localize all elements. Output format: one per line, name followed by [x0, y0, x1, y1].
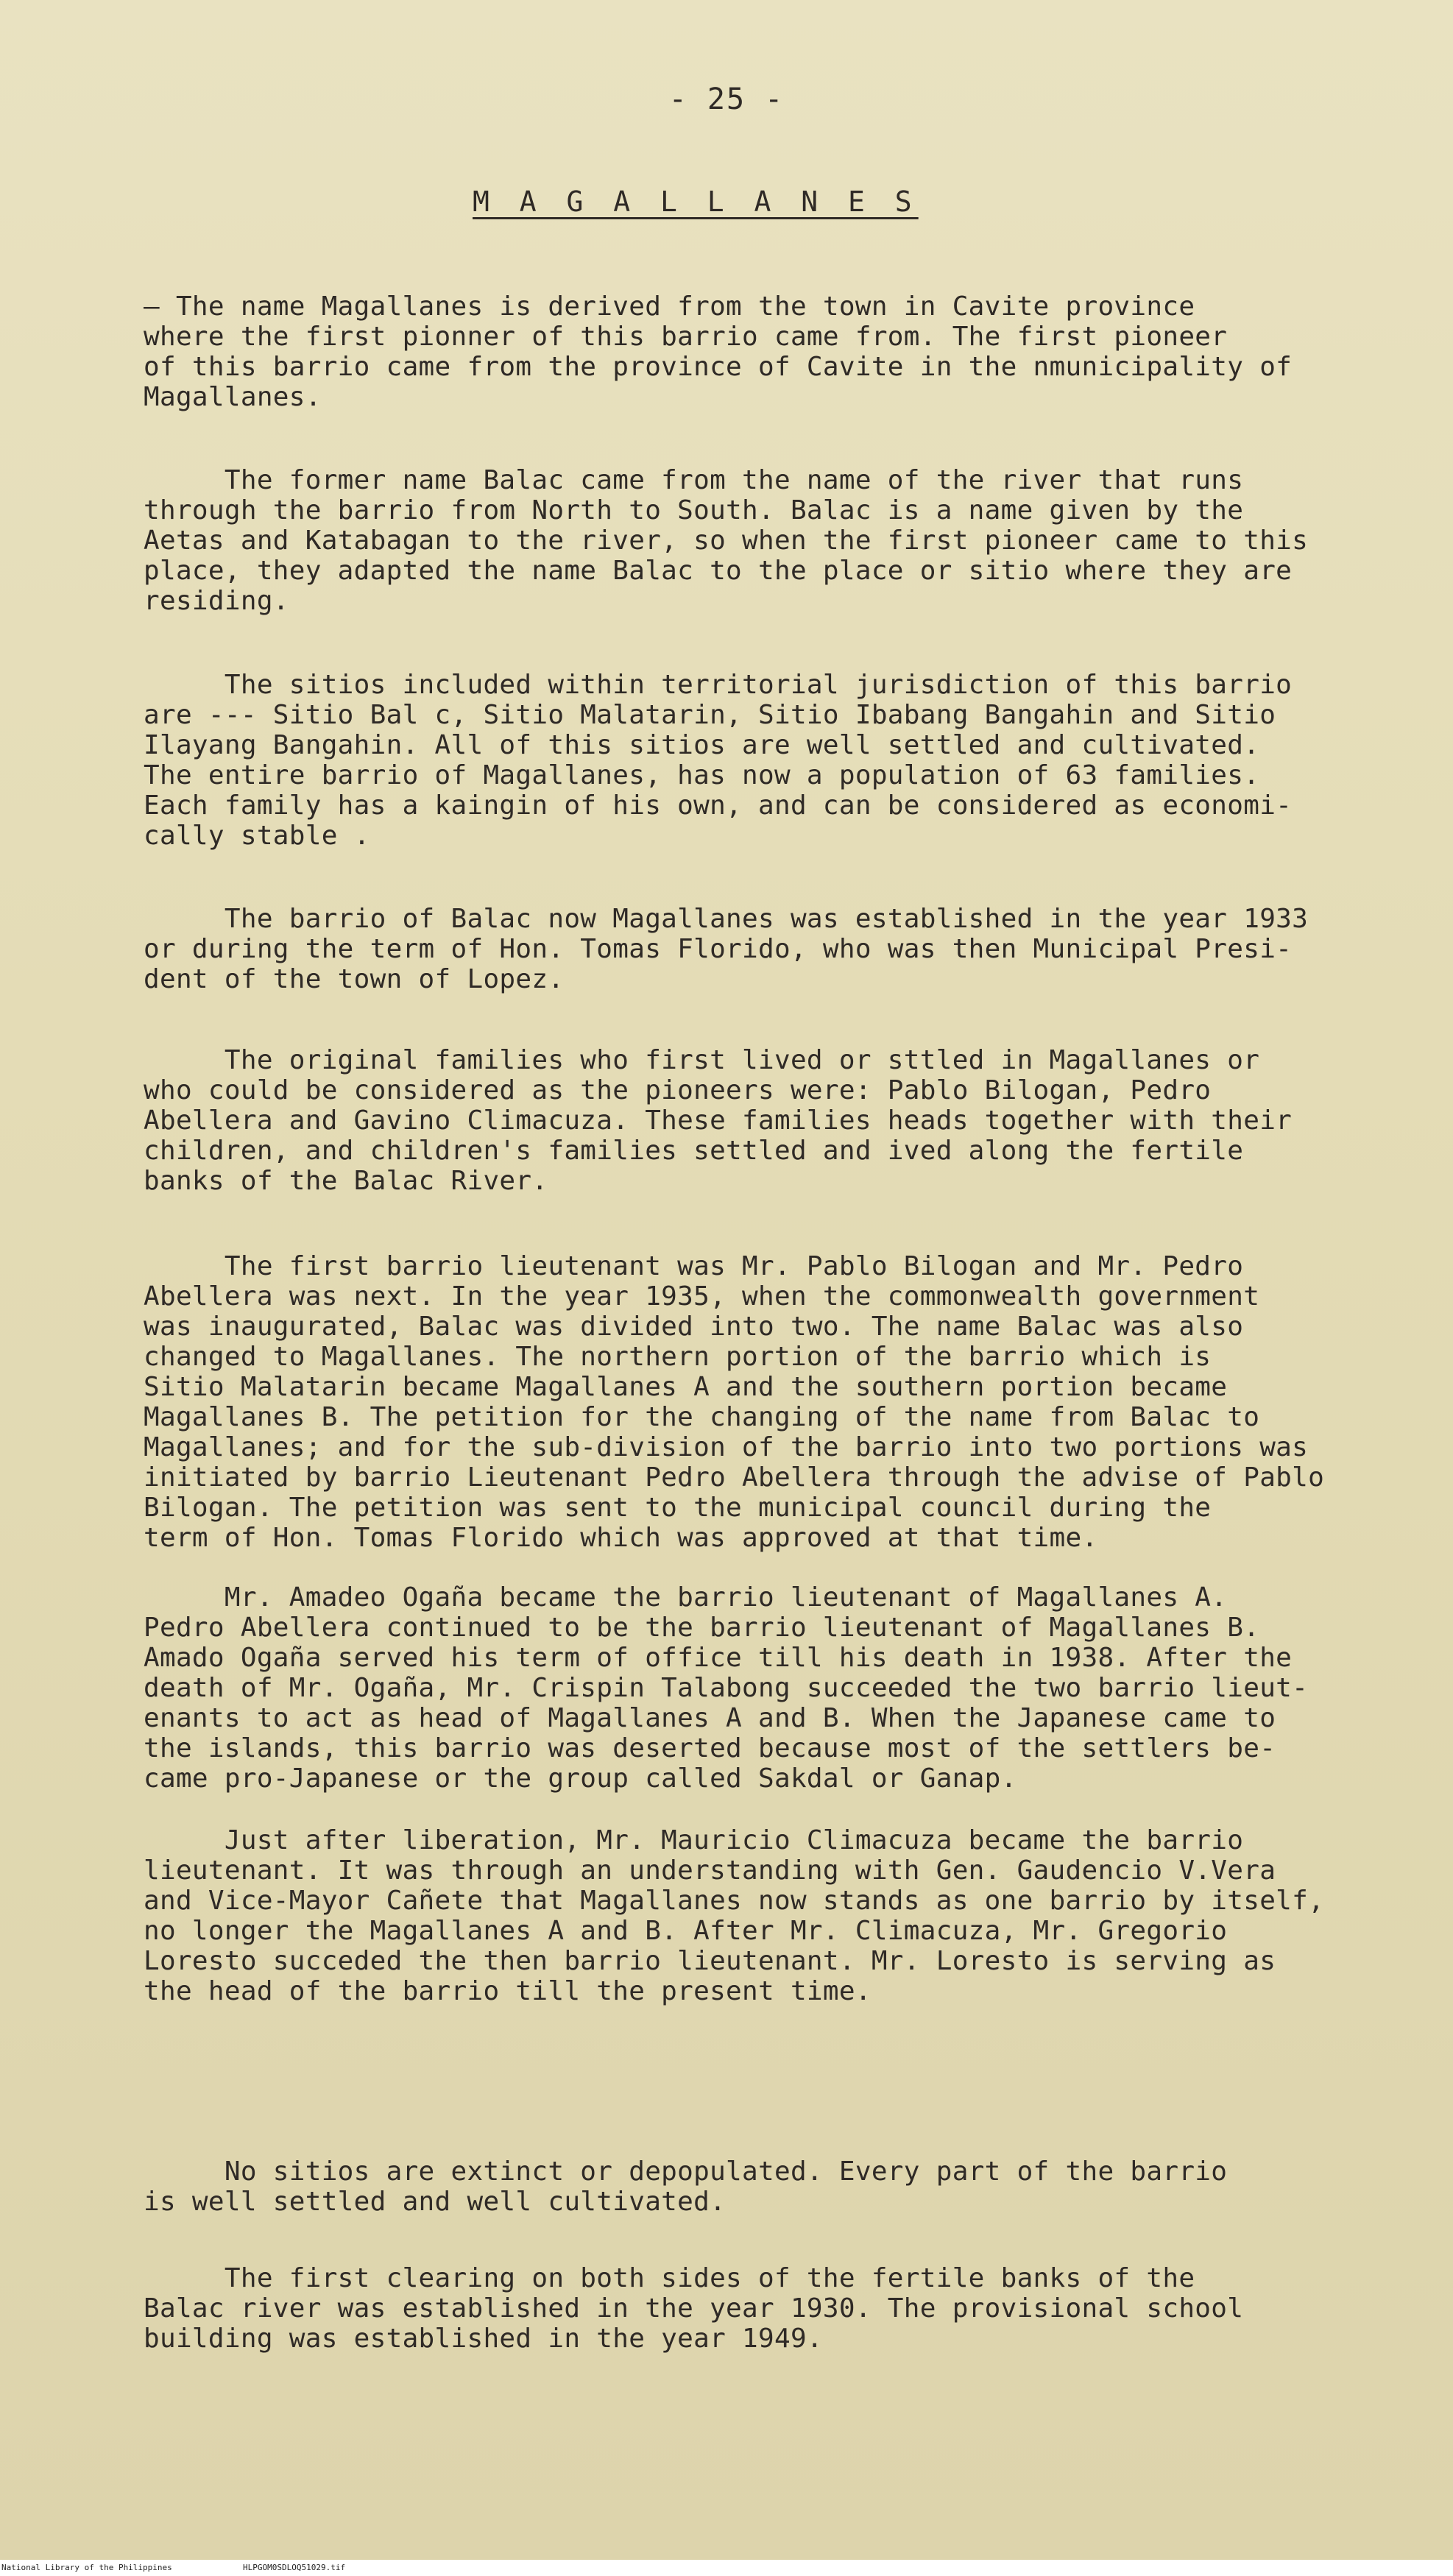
- page-number: - 25 -: [668, 82, 785, 116]
- footer-source: National Library of the Philippines: [1, 2563, 172, 2572]
- paragraph-4: The barrio of Balac now Magallanes was established in the year 1933 or during the term of Hon. Tomas Florido, who was then Municipal Presi- dent of the town of Lopez.: [144, 904, 1309, 994]
- paragraph-3: The sitios included within territorial jurisdiction of this barrio are --- Sitio Bal c, Sitio Malatarin, Sitio Ibabang Bangahin and Sitio Ilayang Bangahin. All of this sitios are well settled and cultivated. The entire barrio of Magallanes, has now a population of 63 families. Each family has a kaingin of his own, and can be considered as economi- cally stable .: [144, 670, 1293, 851]
- paragraph-10: The first clearing on both sides of the fertile banks of the Balac river was established in the year 1930. The provisional school building was established in the year 1949.: [144, 2263, 1244, 2354]
- scan-footer: [0, 2560, 1453, 2576]
- paragraph-5: The original families who first lived or sttled in Magallanes or who could be considered as the pioneers were: Pablo Bilogan, Pedro Abellera and Gavino Climacuza. These families heads together with their children, and children's families settled and ived along the fertile banks of the Balac River.: [144, 1045, 1293, 1196]
- paragraph-6: The first barrio lieutenant was Mr. Pablo Bilogan and Mr. Pedro Abellera was next. In the year 1935, when the commonwealth government was inaugurated, Balac was divided into two. The name Balac was also changed to Magallanes. The northern portion of the barrio which is Sitio Malatarin became Magallanes A and the southern portion became Magallanes B. The petition for the changing of the name from Balac to Magallanes; and for the sub-division of the barrio into two portions was initiated by barrio Lieutenant Pedro Abellera through the advise of Pablo Bilogan. The petition was sent to the municipal council during the term of Hon. Tomas Florido which was approved at that time.: [144, 1251, 1325, 1553]
- paragraph-7: Mr. Amadeo Ogaña became the barrio lieutenant of Magallanes A. Pedro Abellera continued to be the barrio lieutenant of Magallanes B. Amado Ogaña served his term of office till his death in 1938. After the death of Mr. Ogaña, Mr. Crispin Talabong succeeded the two barrio lieut- enants to act as head of Magallanes A and B. When the Japanese came to the islands, this barrio was deserted because most of the settlers be- came pro-Japanese or the group called Sakdal or Ganap.: [144, 1582, 1309, 1794]
- footer-filename: HLPGOM0SDLOQ51029.tif: [243, 2563, 346, 2572]
- document-title: M A G A L L A N E S: [473, 185, 919, 218]
- paragraph-1: — The name Magallanes is derived from the town in Cavite province where the first pionner of this barrio came from. The first pioneer of this barrio came from the province of Cavite in the nmunicipality of Magallanes.: [144, 291, 1293, 412]
- paragraph-2: The former name Balac came from the name of the river that runs through the barrio from North to South. Balac is a name given by the Aetas and Katabagan to the river, so when the first pioneer came to this place, they adapted the name Balac to the place or sitio where they are residing.: [144, 465, 1309, 616]
- paragraph-9: No sitios are extinct or depopulated. Every part of the barrio is well settled and well cultivated.: [144, 2156, 1228, 2217]
- paragraph-8: Just after liberation, Mr. Mauricio Climacuza became the barrio lieutenant. It was through an understanding with Gen. Gaudencio V.Vera and Vice-Mayor Cañete that Magallanes now stands as one barrio by itself, no longer the Magallanes A and B. After Mr. Climacuza, Mr. Gregorio Loresto succeded the then barrio lieutenant. Mr. Loresto is serving as the head of the barrio till the present time.: [144, 1825, 1325, 2006]
